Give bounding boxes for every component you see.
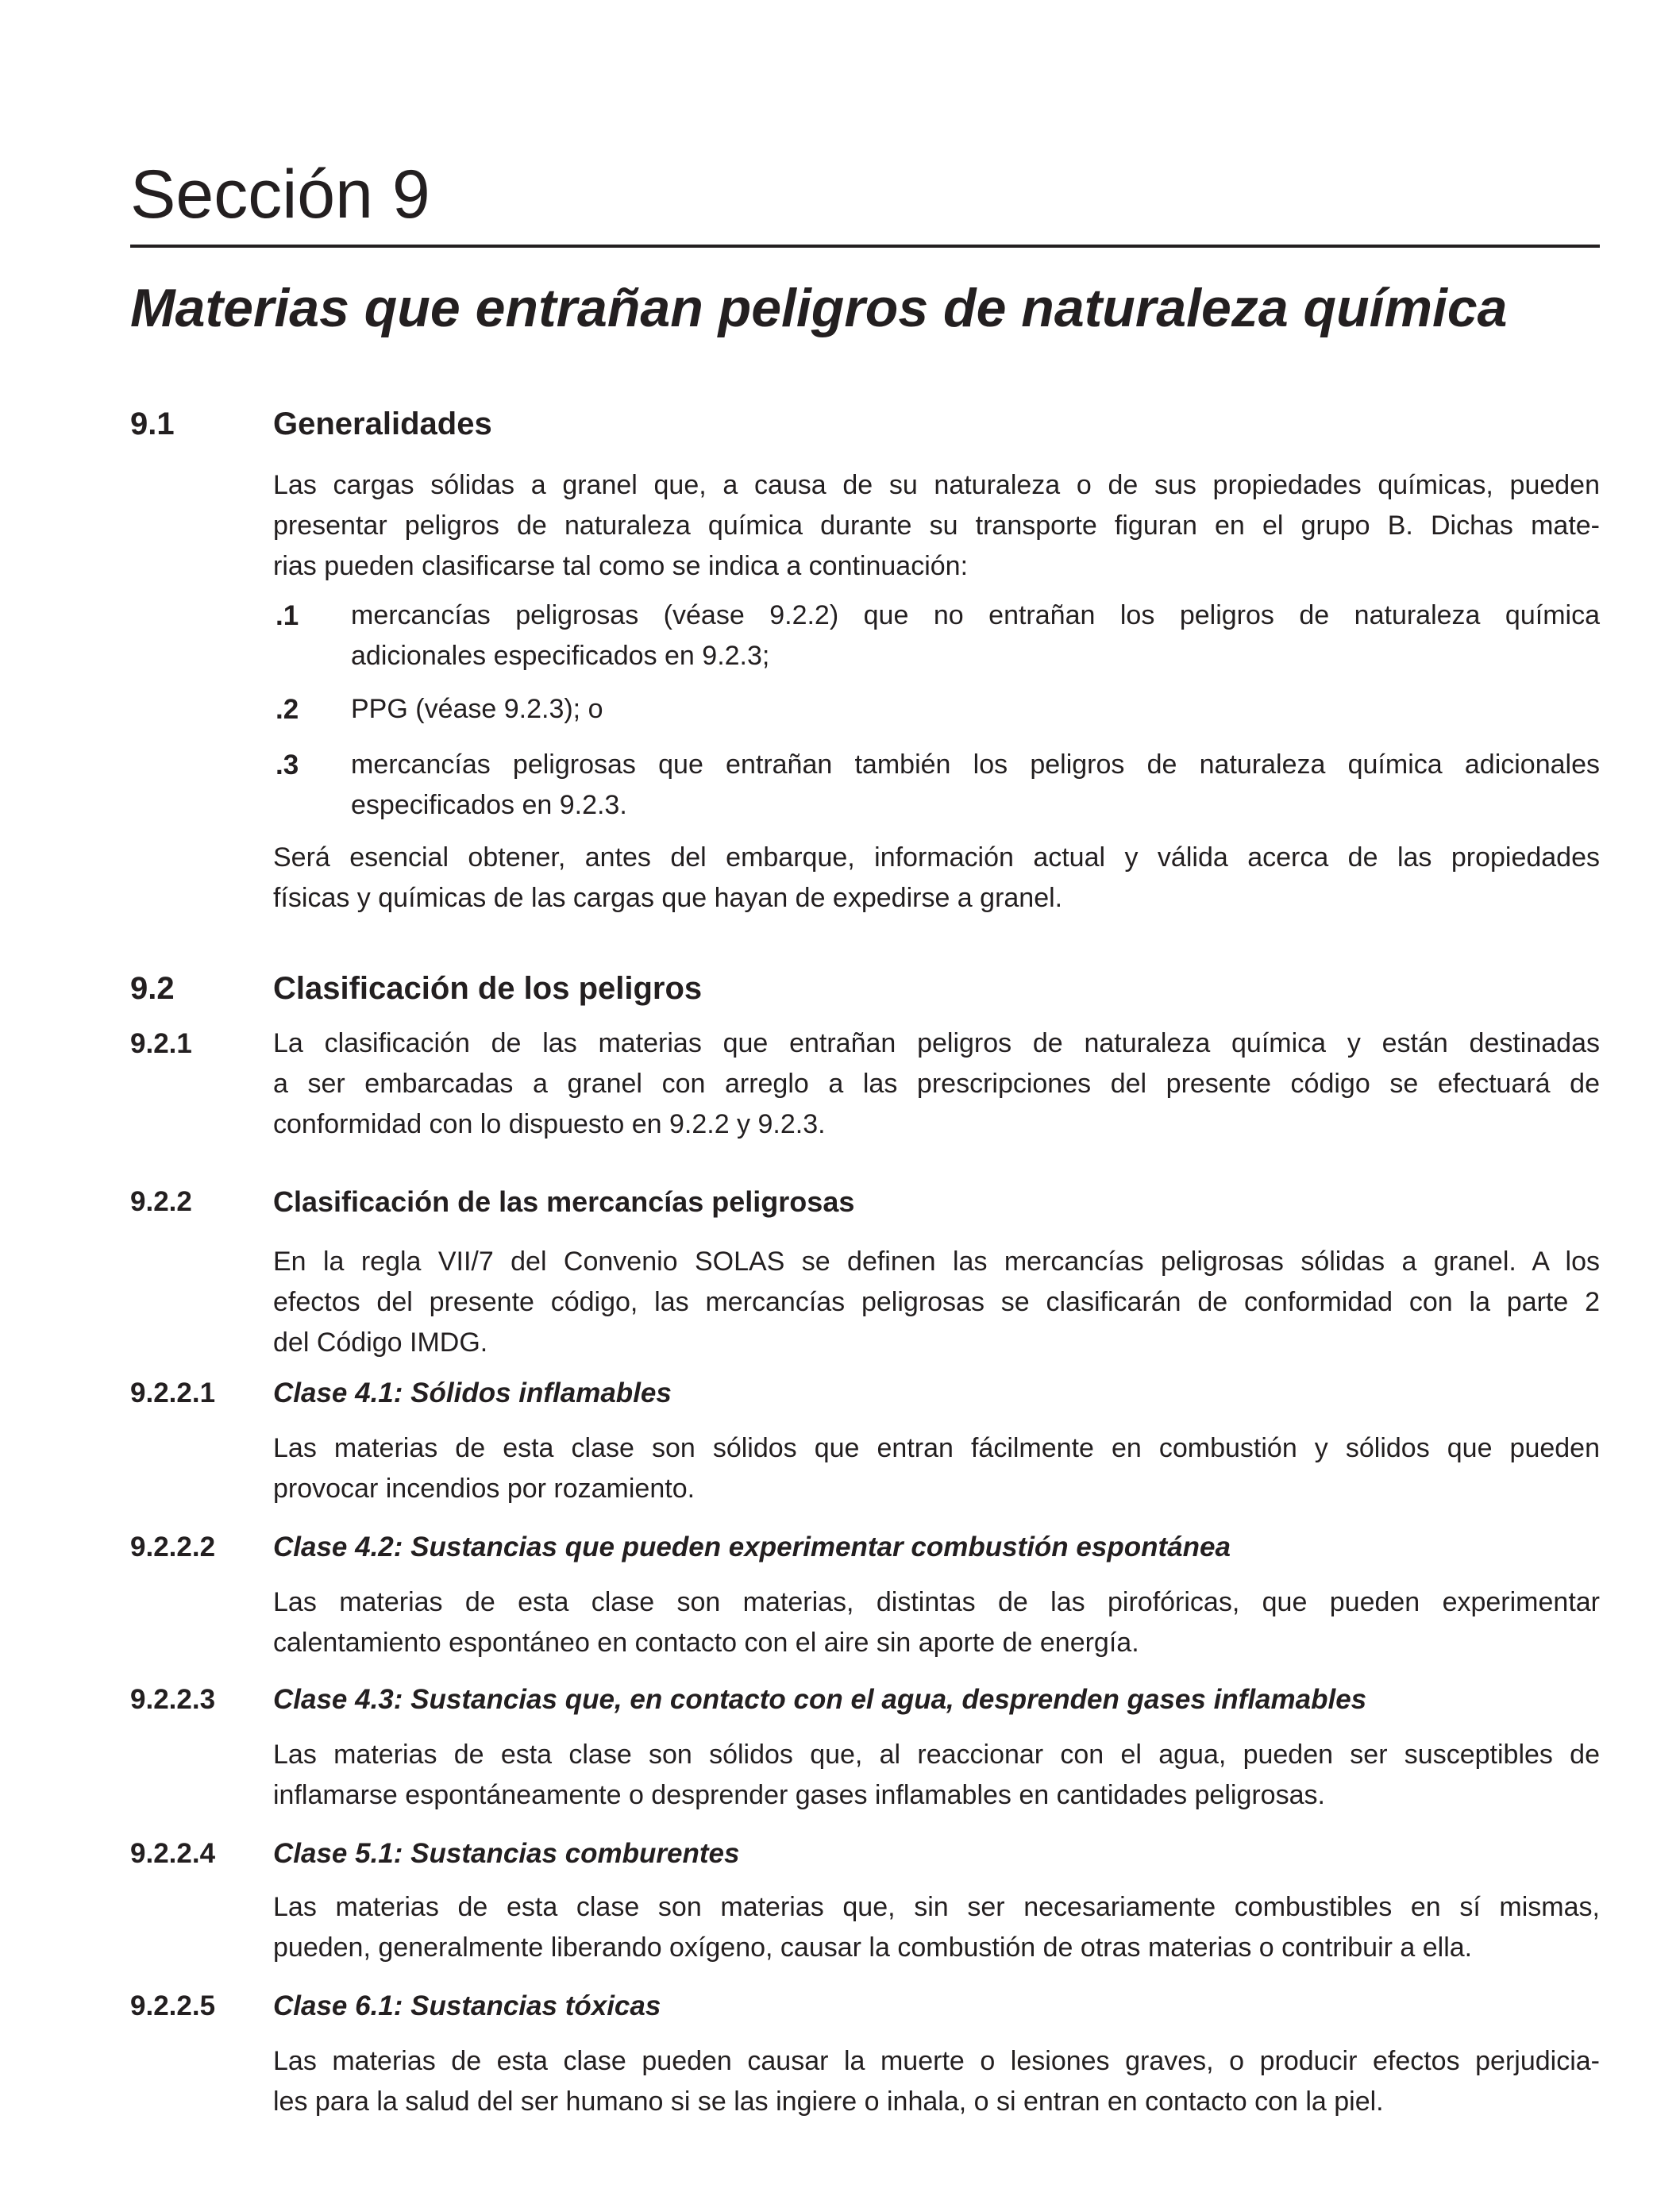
text-line: conformidad con lo dispuesto en 9.2.2 y 9.2.3. (273, 1109, 826, 1139)
text-line: a ser embarcadas a granel con arreglo a las prescripciones del presente código se efectuará de (273, 1069, 1600, 1099)
section-heading: Generalidades (273, 407, 492, 441)
paragraph-number: 9.2.1 (130, 1028, 192, 1059)
text-line: Las materias de esta clase son sólidos que entran fácilmente en combustión y sólidos que pueden (273, 1433, 1600, 1463)
text-line: mercancías peligrosas (véase 9.2.2) que no entrañan los peligros de naturaleza química (351, 600, 1600, 630)
list-item-text (351, 595, 1600, 676)
list-item-number: .3 (276, 749, 299, 780)
class-heading: Clase 4.1: Sólidos inflamables (273, 1378, 672, 1408)
section-title: Sección 9 (130, 156, 430, 233)
text-line: efectos del presente código, las mercancías peligrosas se clasificarán de conformidad con la parte 2 (273, 1287, 1600, 1317)
text-line: les para la salud del ser humano si se las ingiere o inhala, o si entran en contacto con la piel. (273, 2086, 1384, 2117)
section-number: 9.1 (130, 407, 175, 441)
class-number: 9.2.2.5 (130, 1990, 216, 2021)
subsection-number: 9.2.2 (130, 1186, 192, 1217)
list-item-text (351, 689, 1600, 730)
text-line: provocar incendios por rozamiento. (273, 1474, 696, 1504)
paragraph (273, 465, 1600, 587)
paragraph (273, 2041, 1600, 2122)
section-subtitle: Materias que entrañan peligros de naturaleza química (130, 278, 1508, 338)
class-heading: Clase 4.2: Sustancias que pueden experimentar combustión espontánea (273, 1532, 1231, 1562)
paragraph (273, 838, 1600, 919)
paragraph (273, 1428, 1600, 1509)
class-heading: Clase 4.3: Sustancias que, en contacto con el agua, desprenden gases inflamables (273, 1684, 1367, 1715)
class-number: 9.2.2.4 (130, 1838, 216, 1869)
text-line: La clasificación de las materias que entrañan peligros de naturaleza química y están destinadas (273, 1028, 1600, 1058)
list-item-text (351, 745, 1600, 826)
text-line: mercancías peligrosas que entrañan también los peligros de naturaleza química adicionales (351, 749, 1600, 780)
class-heading: Clase 6.1: Sustancias tóxicas (273, 1990, 661, 2021)
section-heading: Clasificación de los peligros (273, 971, 703, 1006)
list-item-number: .2 (276, 694, 299, 725)
text-line: especificados en 9.2.3. (351, 790, 627, 820)
paragraph (273, 1242, 1600, 1363)
text-line: físicas y químicas de las cargas que hayan de expedirse a granel. (273, 883, 1063, 913)
text-line: adicionales especificados en 9.2.3; (351, 641, 770, 671)
class-number: 9.2.2.3 (130, 1684, 216, 1715)
text-line: inflamarse espontáneamente o desprender gases inflamables en cantidades peligrosas. (273, 1780, 1325, 1810)
text-line: del Código IMDG. (273, 1327, 488, 1358)
text-line: Las materias de esta clase son materias, distintas de las pirofóricas, que pueden experimentar (273, 1587, 1600, 1617)
text-line: En la regla VII/7 del Convenio SOLAS se definen las mercancías peligrosas sólidas a granel. A los (273, 1246, 1600, 1277)
title-divider (130, 245, 1600, 248)
text-line: presentar peligros de naturaleza química durante su transporte figuran en el grupo B. Dichas mate- (273, 511, 1600, 541)
paragraph (273, 1887, 1600, 1968)
class-heading: Clase 5.1: Sustancias comburentes (273, 1838, 740, 1869)
class-number: 9.2.2.2 (130, 1532, 216, 1562)
paragraph (273, 1735, 1600, 1816)
text-line: calentamiento espontáneo en contacto con el aire sin aporte de energía. (273, 1628, 1139, 1658)
text-line: Las cargas sólidas a granel que, a causa de su naturaleza o de sus propiedades químicas, pueden (273, 470, 1600, 500)
paragraph (273, 1582, 1600, 1663)
subsection-heading: Clasificación de las mercancías peligrosas (273, 1185, 855, 1218)
paragraph (273, 1023, 1600, 1145)
section-number: 9.2 (130, 971, 175, 1006)
text-line: Las materias de esta clase son materias que, sin ser necesariamente combustibles en sí mismas, (273, 1892, 1600, 1922)
text-line: PPG (véase 9.2.3); o (351, 694, 603, 724)
text-line: Las materias de esta clase son sólidos que, al reaccionar con el agua, pueden ser susceptibles de (273, 1740, 1600, 1770)
text-line: Las materias de esta clase pueden causar la muerte o lesiones graves, o producir efectos perjudicia- (273, 2046, 1600, 2076)
text-line: pueden, generalmente liberando oxígeno, causar la combustión de otras materias o contribuir a ella. (273, 1932, 1473, 1963)
list-item-number: .1 (276, 600, 299, 631)
class-number: 9.2.2.1 (130, 1378, 216, 1408)
text-line: rias pueden clasificarse tal como se indica a continuación: (273, 551, 969, 581)
text-line: Será esencial obtener, antes del embarque, información actual y válida acerca de las propiedades (273, 842, 1600, 873)
